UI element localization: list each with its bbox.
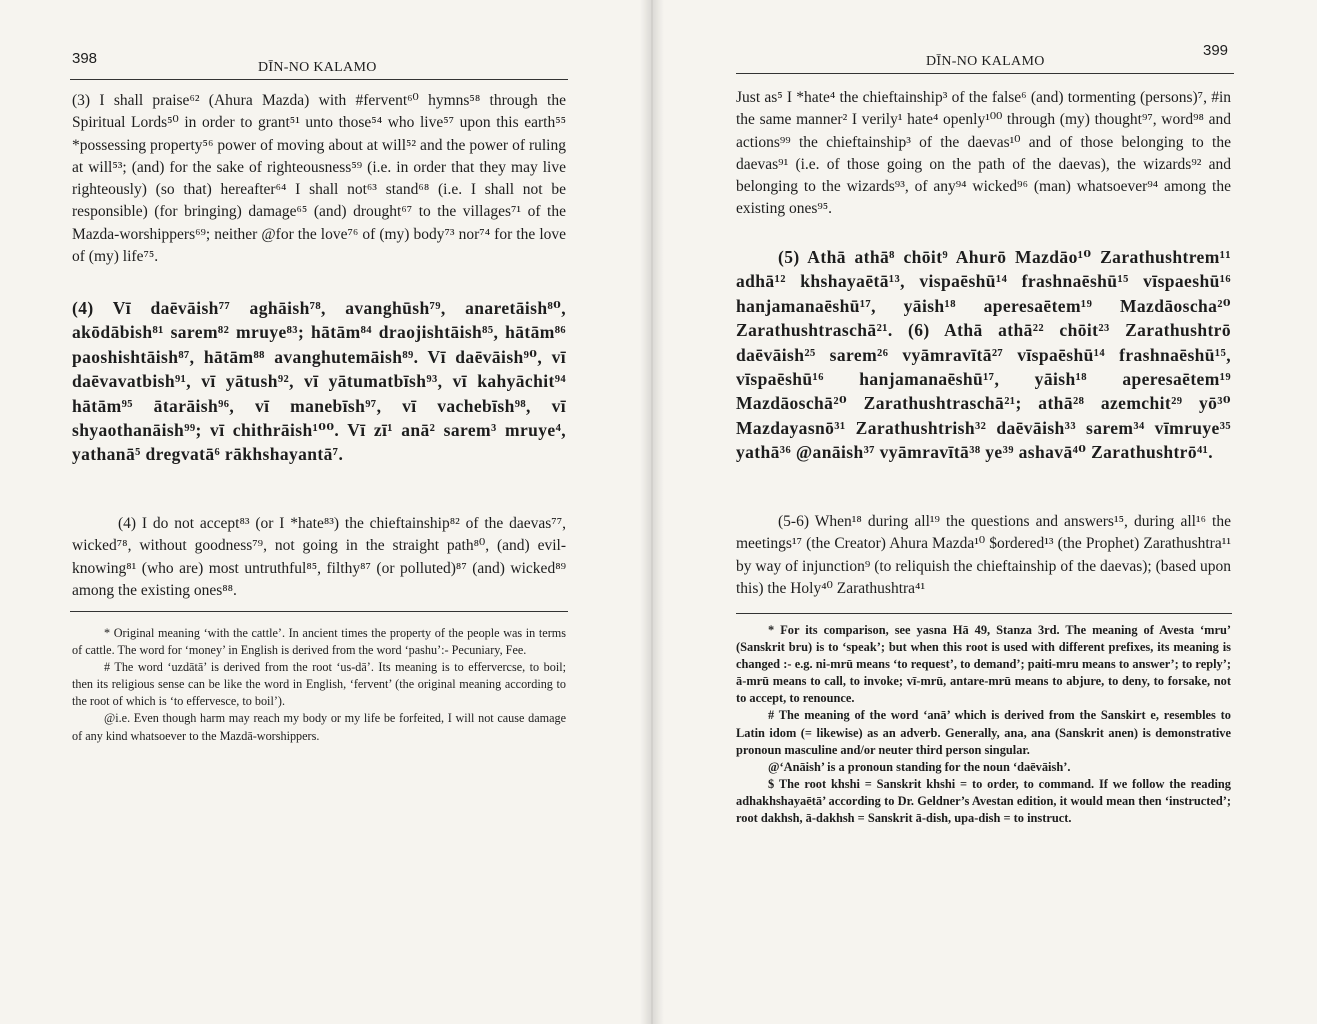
paragraph-4-translation: (4) I do not accept⁸³ (or I *hate⁸³) the chieftainship⁸² of the daevas⁷⁷, wicked⁷⁸, without goodness⁷⁹, not going in the straight path⁸⁰, (and) evil-knowing⁸¹ (who are) most untruthful⁸⁵, filthy⁸⁷ (or polluted)⁸⁷ (and) wicked⁸⁹ among the existing ones⁸⁸. (72, 515, 566, 599)
footnote: $ The root khshi = Sanskrit khshi = to order, to command. If we follow the reading adhakhshayaētā’ according to Dr. Geldner’s Avestan edition, it would mean then ‘instructed’; root dakhsh, ā-dakhsh = Sanskrit ā-dish, upa-dish = to instruct. (736, 776, 1231, 826)
running-head: DĪN-NO KALAMO (258, 60, 377, 75)
footnote: @i.e. Even though harm may reach my body or my life be forfeited, I will not cause damage of any kind whatsoever to the Mazdā-worshippers. (72, 711, 566, 743)
footnote-rule (70, 611, 568, 612)
left-page (0, 0, 652, 1024)
footnote: @‘Anāish’ is a pronoun standing for the noun ‘daēvāish’. (768, 759, 1071, 774)
footnote: * Original meaning ‘with the cattle’. In ancient times the property of the people was in terms of cattle. The word for ‘money’ in English is derived from the word ‘pashu’:- Pecuniary, Fee. (72, 626, 566, 658)
stanza-4-transliteration: (4) Vī daēvāish⁷⁷ aghāish⁷⁸, avanghūsh⁷⁹, anaretāish⁸⁰, akōdābish⁸¹ sarem⁸² mruye⁸³; hātām⁸⁴ draojishtāish⁸⁵, hātām⁸⁶ paoshishtāish⁸⁷, hātām⁸⁸ avanghutemāish⁸⁹. Vī daēvāish⁹⁰, vī daēvavatbish⁹¹, vī yātush⁹², vī yātumatbīsh⁹³, vī kahyāchit⁹⁴ hātām⁹⁵ ātarāish⁹⁶, vī manebīsh⁹⁷, vī vachebīsh⁹⁸, vī shyaothanāish⁹⁹; vī chithrāish¹⁰⁰. Vī zī¹ anā² sarem³ mruye⁴, yathanā⁵ dregvatā⁶ rākhshayantā⁷. (72, 298, 566, 465)
paragraph-3-translation: (3) I shall praise⁶² (Ahura Mazda) with #fervent⁶⁰ hymns⁵⁸ through the Spiritual Lords⁵⁰ in order to grant⁵¹ unto those⁵⁴ who live⁵⁷ upon this earth⁵⁵ *possessing property⁵⁶ power of moving about at will⁵² and the power of ruling at will⁵³; (and) for the sake of righteousness⁵⁹ (i.e. in order that they may live righteously) (so that) hereafter⁶⁴ I shall not⁶³ stand⁶⁸ (i.e. I shall not be responsible) (for bringing) damage⁶⁵ (and) drought⁶⁷ to the villages⁷¹ of the Mazda-worshippers⁶⁹; neither @for the love⁷⁶ of (my) body⁷³ nor⁷⁴ for the love of (my) life⁷⁵. (72, 92, 566, 266)
page-number: 398 (72, 50, 98, 67)
stanza-5-6-transliteration: (5) Athā athā⁸ chōit⁹ Ahurō Mazdāo¹⁰ Zarathushtrem¹¹ adhā¹² khshayaētā¹³, vispaēshū¹⁴ frashnaēshū¹⁵ vīspaeshū¹⁶ hanjamanaēshū¹⁷, yāish¹⁸ aperesaētem¹⁹ Mazdāoscha²⁰ Zarathushtraschā²¹. (6) Athā athā²² chōit²³ Zarathushtrō daēvāish²⁵ sarem²⁶ vyāmravītā²⁷ vīspaēshū¹⁴ frashnaēshū¹⁵, vīspaēshū¹⁶ hanjamanaēshū¹⁷, yāish¹⁸ aperesaētem¹⁹ Mazdāoschā²⁰ Zarathushtraschā²¹; athā²⁸ azemchit²⁹ yō³⁰ Mazdayasnō³¹ Zarathushtrish³² daēvāish³³ sarem³⁴ vīmruye³⁵ yathā³⁶ @anāish³⁷ vyāmravītā³⁸ ye³⁹ ashavā⁴⁰ Zarathushtrō⁴¹. (736, 247, 1231, 463)
footnotes (736, 622, 1231, 827)
footnote: # The word ‘uzdātā’ is derived from the root ‘us-dā’. Its meaning is to effervercse, to boil; then its religious sense can be like the word in English, ‘fervent’ (the original meaning according to the root of which is ‘to effervesce, to boil’). (72, 660, 566, 709)
right-page (652, 0, 1317, 1024)
header-rule (70, 79, 568, 80)
header-rule (736, 73, 1234, 74)
paragraph-continued-translation: Just as⁵ I *hate⁴ the chieftainship³ of the false⁶ (and) tormenting (persons)⁷, #in the same manner² I verily¹ hate⁴ openly¹⁰⁰ through (my) thought⁹⁷, word⁹⁸ and actions⁹⁹ the chieftainship³ of the daevas¹⁰ and of those belonging to the daevas⁹¹ (i.e. of those going on the path of the daevas), the wizards⁹² and belonging to the wizards⁹³, of any⁹⁴ wicked⁹⁶ (man) whatsoever⁹⁴ among the existing ones⁹⁵. (736, 89, 1231, 218)
page-number: 399 (1203, 42, 1229, 59)
footnotes (72, 625, 566, 745)
footnote-rule (736, 613, 1232, 614)
footnote: # The meaning of the word ‘anā’ which is derived from the Sanskirt e, resembles to Latin idom (= likewise) as an adverb. Generally, ana, ana (Sanskrit anen) is demonstrative pronoun masculine and/or neuter third person singular. (736, 708, 1231, 757)
running-head: DĪN-NO KALAMO (926, 54, 1045, 69)
paragraph-5-6-translation: (5-6) When¹⁸ during all¹⁹ the questions and answers¹⁵, during all¹⁶ the meetings¹⁷ (the Creator) Ahura Mazda¹⁰ $ordered¹³ (the Prophet) Zarathushtra¹¹ by way of injunction⁹ (to reliquish the chieftainship of the daevas); (based upon this) the Holy⁴⁰ Zarathushtra⁴¹ (736, 513, 1231, 597)
footnote: * For its comparison, see yasna Hā 49, Stanza 3rd. The meaning of Avesta ‘mru’ (Sanskrit bru) is to ‘speak’; but when this root is used with different prefixes, its meaning is changed :- e.g. ni-mrū means ‘to request’, to demand’; paiti-mru means to answer’; to reply’; ā-mrū means to call, to invoke; vī-mrū, antare-mrū means to abjure, to deny, to forsake, not to accept, to renounce. (736, 623, 1231, 706)
